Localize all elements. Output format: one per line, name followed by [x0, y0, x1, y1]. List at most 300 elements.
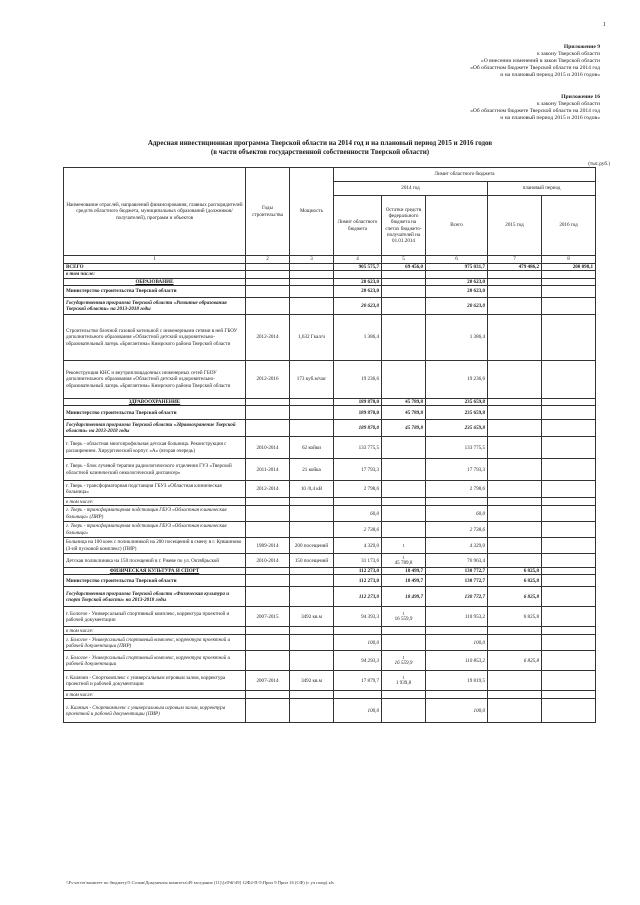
col-header-planned: плановый период [488, 182, 596, 196]
row-capacity-cell [290, 314, 334, 360]
row-total-cell [426, 278, 488, 285]
cell-text: 69 456,0 [405, 264, 423, 270]
row-remains-cell [382, 481, 426, 498]
row-remains-cell [382, 635, 426, 651]
row-limit-2014-cell [334, 627, 382, 635]
row-capacity-cell [290, 278, 334, 285]
row-2015-cell [488, 627, 542, 635]
cell-text: в том числе: [66, 627, 94, 634]
row-capacity-cell [290, 699, 334, 723]
cell-text: 18 499,7 [405, 568, 423, 575]
cell-text: 6 825,8 [523, 613, 539, 620]
cell-text: 16 559,9 [394, 660, 413, 667]
cell-text: 6 825,8 [523, 568, 539, 575]
row-total-cell [426, 360, 488, 398]
row-years-cell [246, 297, 290, 314]
row-2015-cell [488, 587, 542, 607]
row-capacity-cell [290, 271, 334, 278]
row-years-cell [246, 554, 290, 568]
cell-text: 6 825,8 [523, 657, 539, 664]
appendix-line: «О внесении изменений в закон Тверской области [480, 58, 600, 65]
row-2016-cell [542, 264, 596, 271]
row-limit-2014-cell [334, 671, 382, 691]
cell-text: 45 789,8 [405, 398, 423, 405]
cell-text: 3492 кв.м [301, 613, 322, 620]
row-name-cell [64, 297, 246, 314]
row-2016-cell [542, 271, 596, 278]
row-years-cell [246, 651, 290, 671]
row-remains-cell [382, 278, 426, 285]
cell-text: 2 738,6 [363, 526, 379, 533]
cell-text: 45 789,8 [394, 560, 413, 567]
row-years-cell [246, 607, 290, 627]
row-remains-cell [382, 651, 426, 671]
table-row [64, 671, 596, 691]
cell-text: 100,0 [367, 639, 379, 646]
row-years-cell [246, 437, 290, 459]
row-2016-cell [542, 554, 596, 568]
row-total-cell [426, 691, 488, 699]
cell-text: г. Бологое - Универсальный спортивный комплекс, корректура проектной и рабочей документации [66, 610, 230, 623]
row-name-cell [64, 607, 246, 627]
appendix-title: Приложение 16 [561, 94, 600, 100]
row-limit-2014-cell [334, 554, 382, 568]
row-2015-cell [488, 264, 542, 271]
row-2016-cell [542, 587, 596, 607]
row-capacity-cell [290, 437, 334, 459]
row-remains-cell [382, 538, 426, 554]
col-number: 2 [246, 256, 290, 264]
row-limit-2014-cell [334, 360, 382, 398]
row-2015-cell [488, 635, 542, 651]
row-2015-cell [488, 297, 542, 314]
appendix-line: к закону Тверской области [536, 101, 600, 108]
row-capacity-cell [290, 554, 334, 568]
cell-text: 20 623,0 [361, 288, 379, 295]
row-2015-cell [488, 481, 542, 498]
table-row [64, 420, 596, 437]
row-capacity-cell [290, 635, 334, 651]
row-limit-2014-cell [334, 587, 382, 607]
row-2016-cell [542, 398, 596, 405]
row-remains-cell [382, 607, 426, 627]
cell-text: г. Бологое - Универсальный спортивный комплекс, корректура проектной и рабочей документации (ПИР) [66, 636, 231, 649]
row-years-cell [246, 671, 290, 691]
row-2015-cell [488, 691, 542, 699]
row-years-cell [246, 278, 290, 285]
table-body [64, 264, 596, 723]
row-remains-cell [382, 459, 426, 481]
cell-text: 189 870,0 [358, 425, 379, 432]
row-remains-cell [382, 398, 426, 405]
col-number: 4 [334, 256, 382, 264]
row-name-cell [64, 406, 246, 420]
cell-text: 19 236,6 [361, 376, 379, 383]
row-2015-cell [488, 406, 542, 420]
row-total-cell [426, 398, 488, 405]
row-capacity-cell [290, 297, 334, 314]
table-row [64, 607, 596, 627]
cell-text: 19 236,6 [467, 376, 485, 383]
col-header-2016: 2016 год [542, 196, 596, 256]
row-total-cell [426, 297, 488, 314]
row-years-cell [246, 522, 290, 538]
table-row [64, 437, 596, 459]
row-2016-cell [542, 506, 596, 522]
row-name-cell [64, 635, 246, 651]
row-capacity-cell [290, 587, 334, 607]
cell-text: 479 486,2 [518, 264, 539, 270]
row-name-cell [64, 671, 246, 691]
row-total-cell [426, 264, 488, 271]
row-total-cell [426, 285, 488, 297]
row-2016-cell [542, 538, 596, 554]
row-limit-2014-cell [334, 420, 382, 437]
units-label: (тыс.руб.) [588, 161, 610, 167]
row-total-cell [426, 314, 488, 360]
row-limit-2014-cell [334, 568, 382, 575]
row-2016-cell [542, 498, 596, 506]
row-limit-2014-cell [334, 264, 382, 271]
cell-text: 1,632 Гкал/ч [298, 334, 325, 341]
file-path-footer: \\Fs-server\комитет по бюджету\5 Созыв\Документы комитета\49 заседание (11)\[з\Рdf\49] 12Ф2-П-5\Прил 9 Прил 16 (СФ) (с уч попр).xls [66, 880, 334, 885]
cell-text: 2012-2016 [256, 376, 279, 383]
cell-text: 21 койка [302, 466, 321, 473]
row-name-cell [64, 522, 246, 538]
appendix-line: к закону Тверской области [536, 51, 600, 58]
row-2015-cell [488, 360, 542, 398]
row-name-cell [64, 481, 246, 498]
row-capacity-cell [290, 575, 334, 587]
cell-text: 2012-2014 [256, 486, 279, 493]
cell-text: 20 623,0 [361, 302, 379, 309]
row-2015-cell [488, 498, 542, 506]
cell-text: Реконструкция КНС и внутриплощадочных инженерных сетей ГБОУ дополнительного образования «Областной детский оздоровительно-образовательный лагерь «Бригантина» Кимрского района Тверской области [66, 369, 231, 389]
row-name-cell [64, 420, 246, 437]
row-2016-cell [542, 607, 596, 627]
row-2016-cell [542, 360, 596, 398]
col-header-remains: Остатки средств федерального бюджета на счетах бюджето-получателей на 01.01.2014 [382, 196, 426, 256]
row-2015-cell [488, 437, 542, 459]
row-total-cell [426, 522, 488, 538]
row-2015-cell [488, 554, 542, 568]
row-2015-cell [488, 459, 542, 481]
row-name-cell [64, 627, 246, 635]
col-number: 5 [382, 256, 426, 264]
cell-text: в том числе: [66, 498, 94, 505]
cell-text: 189 870,0 [358, 398, 379, 405]
cell-text: 2011-2014 [256, 466, 279, 473]
row-total-cell [426, 699, 488, 723]
row-2016-cell [542, 459, 596, 481]
row-years-cell [246, 420, 290, 437]
row-name-cell [64, 264, 246, 271]
cell-text: Министерство строительства Тверской области [66, 288, 177, 295]
table-row [64, 651, 596, 671]
row-years-cell [246, 406, 290, 420]
row-2016-cell [542, 635, 596, 651]
row-2015-cell [488, 271, 542, 278]
row-2015-cell [488, 568, 542, 575]
row-years-cell [246, 398, 290, 405]
cell-text: 200 посещений [294, 542, 329, 549]
row-capacity-cell [290, 506, 334, 522]
row-2015-cell [488, 699, 542, 723]
row-name-cell [64, 498, 246, 506]
row-years-cell [246, 314, 290, 360]
row-remains-cell [382, 699, 426, 723]
table-row [64, 587, 596, 607]
table-row [64, 297, 596, 314]
cell-text: Государственная программа Тверской области «Физическая культура и спорт Тверской области» на 2013-2018 годы [66, 590, 230, 603]
row-capacity-cell [290, 522, 334, 538]
table-row [64, 285, 596, 297]
row-capacity-cell [290, 607, 334, 627]
row-name-cell [64, 538, 246, 554]
cell-text: Государственная программа Тверской области «Развитие образования Тверской области» на 2013-2018 годы [66, 299, 227, 312]
col-header-name: Наименование отраслей, направлений финансирования, главных распорядителей средств областного бюджета, муниципальных образований (должников/получателей), программ и объектов [64, 168, 246, 256]
cell-text: 19 819,5 [467, 677, 485, 684]
row-remains-cell [382, 420, 426, 437]
cell-text: Министерство строительства Тверской области [66, 577, 177, 584]
cell-text: 3492 кв.м [301, 677, 322, 684]
row-remains-cell [382, 314, 426, 360]
row-years-cell [246, 587, 290, 607]
title-line: (в части объектов государственной собственности Тверской области) [210, 148, 430, 156]
row-limit-2014-cell [334, 406, 382, 420]
cell-text: в том числе: [66, 271, 95, 278]
cell-text: 20 623,0 [467, 278, 485, 285]
table-row [64, 360, 596, 398]
table-row [64, 498, 596, 506]
row-capacity-cell [290, 481, 334, 498]
cell-text: 20 623,0 [361, 278, 379, 285]
cell-text: 2010-2014 [256, 557, 279, 564]
row-years-cell [246, 271, 290, 278]
row-total-cell [426, 568, 488, 575]
cell-text: 2007-2015 [256, 613, 279, 620]
footnote-marker: 1 [402, 611, 405, 617]
cell-text: в том числе: [66, 691, 94, 698]
cell-text: ОБРАЗОВАНИЕ [135, 278, 174, 285]
row-limit-2014-cell [334, 297, 382, 314]
cell-text: 10 /0,4 кВ [300, 486, 323, 493]
cell-text: 17 793,3 [467, 466, 485, 473]
cell-text: г. Тверь - блок лучевой терапии радиологического отделения ГУЗ «Тверской областной клинический онкологический диспансер» [66, 463, 232, 476]
row-remains-cell [382, 271, 426, 278]
row-2015-cell [488, 285, 542, 297]
table-row [64, 264, 596, 271]
row-total-cell [426, 635, 488, 651]
row-remains-cell [382, 554, 426, 568]
cell-text: 94 393,3 [361, 613, 379, 620]
row-name-cell [64, 398, 246, 405]
table-row [64, 314, 596, 360]
row-years-cell [246, 575, 290, 587]
row-2016-cell [542, 314, 596, 360]
row-years-cell [246, 459, 290, 481]
row-2016-cell [542, 285, 596, 297]
row-capacity-cell [290, 691, 334, 699]
cell-text: 16 559,9 [394, 616, 413, 623]
table-row [64, 459, 596, 481]
cell-text: 130 772,7 [464, 568, 485, 575]
table-row [64, 627, 596, 635]
cell-text: 17 879,7 [361, 677, 379, 684]
col-number: 6 [426, 256, 488, 264]
row-limit-2014-cell [334, 522, 382, 538]
col-number: 7 [488, 256, 542, 264]
cell-text: 2007-2014 [256, 677, 279, 684]
cell-text: Министерство строительства Тверской области [66, 409, 177, 416]
row-name-cell [64, 699, 246, 723]
row-years-cell [246, 498, 290, 506]
row-years-cell [246, 506, 290, 522]
row-2016-cell [542, 691, 596, 699]
cell-text: 130 772,7 [464, 593, 485, 600]
cell-text: 1989-2014 [256, 542, 279, 549]
cell-text: 975 031,7 [464, 264, 485, 270]
row-capacity-cell [290, 568, 334, 575]
row-total-cell [426, 671, 488, 691]
row-total-cell [426, 481, 488, 498]
cell-text: 110 853,2 [465, 657, 485, 664]
cell-text: 173 куб.м/час [296, 376, 327, 383]
cell-text: 112 273,0 [358, 577, 379, 584]
row-total-cell [426, 554, 488, 568]
row-years-cell [246, 285, 290, 297]
cell-text: 17 793,3 [361, 466, 379, 473]
cell-text: 905 575,7 [358, 264, 379, 270]
row-2016-cell [542, 420, 596, 437]
cell-text: 4 329,0 [469, 542, 485, 549]
row-2016-cell [542, 481, 596, 498]
row-2015-cell [488, 522, 542, 538]
row-years-cell [246, 568, 290, 575]
row-name-cell [64, 691, 246, 699]
cell-text: г. Тверь - трансформаторная подстанция ГБУЗ «Областная клиническая больница» (ПИР) [66, 507, 227, 520]
row-remains-cell [382, 522, 426, 538]
row-total-cell [426, 459, 488, 481]
row-limit-2014-cell [334, 699, 382, 723]
row-limit-2014-cell [334, 538, 382, 554]
col-header-2014: 2014 год [334, 182, 488, 196]
row-name-cell [64, 587, 246, 607]
cell-text: 18 499,7 [405, 593, 423, 600]
row-total-cell [426, 506, 488, 522]
row-name-cell [64, 651, 246, 671]
row-total-cell [426, 406, 488, 420]
row-remains-cell [382, 575, 426, 587]
row-total-cell [426, 607, 488, 627]
col-header-years: Годы строительства [246, 168, 290, 256]
table-row [64, 398, 596, 405]
row-limit-2014-cell [334, 437, 382, 459]
row-limit-2014-cell [334, 635, 382, 651]
row-2015-cell [488, 651, 542, 671]
document-title [60, 139, 580, 157]
row-name-cell [64, 459, 246, 481]
table-row [64, 278, 596, 285]
footnote-marker: 1 [402, 555, 405, 561]
table-row [64, 699, 596, 723]
row-limit-2014-cell [334, 398, 382, 405]
cell-text: 60,0 [370, 510, 379, 517]
col-header-total: Всего [426, 196, 488, 256]
row-name-cell [64, 278, 246, 285]
cell-text: г. Бологое - Универсальный спортивный комплекс, корректура проектной и рабочей документации [66, 654, 231, 667]
cell-text: ЗДРАВООХРАНЕНИЕ [128, 398, 181, 405]
cell-text: 45 789,8 [405, 409, 423, 416]
row-name-cell [64, 271, 246, 278]
appendix-title: Приложение 9 [563, 44, 600, 50]
row-2016-cell [542, 522, 596, 538]
row-2016-cell [542, 406, 596, 420]
cell-text: 189 870,0 [358, 409, 379, 416]
row-capacity-cell [290, 498, 334, 506]
cell-text: 20 623,0 [467, 288, 485, 295]
row-2016-cell [542, 568, 596, 575]
cell-text: 2012-2014 [256, 334, 279, 341]
cell-text: 2 738,6 [469, 526, 485, 533]
row-capacity-cell [290, 538, 334, 554]
col-number: 3 [290, 256, 334, 264]
row-capacity-cell [290, 627, 334, 635]
table-row [64, 406, 596, 420]
row-limit-2014-cell [334, 575, 382, 587]
row-remains-cell [382, 264, 426, 271]
row-years-cell [246, 627, 290, 635]
row-2015-cell [488, 420, 542, 437]
row-2015-cell [488, 506, 542, 522]
row-total-cell [426, 498, 488, 506]
row-name-cell [64, 568, 246, 575]
cell-text: г. Тверь - областная многопрофильная детская больница. Реконструкция с расширением. Хирургический корпус «А» (вторая очередь) [66, 441, 227, 454]
row-remains-cell [382, 671, 426, 691]
cell-text: 133 775,5 [464, 444, 485, 451]
table-row [64, 522, 596, 538]
row-name-cell [64, 575, 246, 587]
row-total-cell [426, 437, 488, 459]
row-capacity-cell [290, 285, 334, 297]
cell-text: ВСЕГО [66, 264, 84, 270]
row-remains-cell [382, 498, 426, 506]
cell-text: 133 775,5 [358, 444, 379, 451]
cell-text: Государственная программа Тверской области «Здравоохранение Тверской области» на 2013-2018 годы [66, 421, 236, 435]
table-row [64, 506, 596, 522]
row-years-cell [246, 635, 290, 651]
row-total-cell [426, 587, 488, 607]
row-remains-cell [382, 406, 426, 420]
row-2016-cell [542, 437, 596, 459]
column-numbers-row [64, 256, 596, 264]
cell-text: Детская поликлиника на 150 посещений в г. Ржеве по ул. Октябрьской [66, 557, 219, 564]
cell-text: 2010-2014 [256, 444, 279, 451]
cell-text: г. Тверь - трансформаторная подстанция ГБУЗ «Областная клиническая больница» [66, 523, 227, 536]
cell-text: 20 623,0 [467, 302, 485, 309]
table-row [64, 271, 596, 278]
row-2016-cell [542, 651, 596, 671]
table-row [64, 635, 596, 651]
row-name-cell [64, 285, 246, 297]
cell-text: 112 273,0 [358, 593, 379, 600]
row-remains-cell [382, 568, 426, 575]
row-name-cell [64, 506, 246, 522]
appendix-header-16 [470, 94, 600, 122]
row-remains-cell [382, 506, 426, 522]
cell-text: 235 659,8 [464, 425, 485, 432]
cell-text: 4 329,0 [363, 542, 379, 549]
